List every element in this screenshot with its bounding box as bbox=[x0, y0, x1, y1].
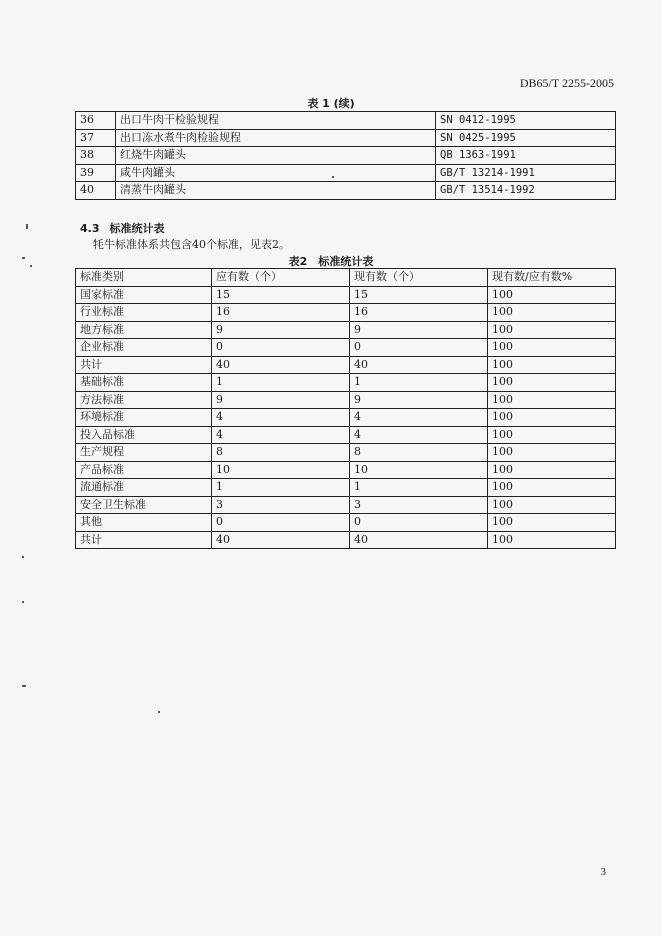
table2-row bbox=[76, 444, 616, 462]
table1-cell-standard-number: 40 bbox=[76, 182, 116, 200]
table2-cell-required-count: 4 bbox=[212, 426, 350, 444]
table2-cell-required-count: 0 bbox=[212, 514, 350, 532]
table1 bbox=[75, 111, 616, 200]
table2-cell-required-count: 10 bbox=[212, 461, 350, 479]
table2-row bbox=[76, 374, 616, 392]
table2-cell-ratio: 100 bbox=[488, 531, 616, 549]
table2-header-cell: 现有数/应有数% bbox=[488, 269, 616, 287]
section-heading bbox=[80, 220, 165, 236]
table1-cell-standard-code: SN 0425-1995 bbox=[436, 129, 616, 147]
table1-row bbox=[76, 112, 616, 130]
table2-row bbox=[76, 496, 616, 514]
table1-cell-standard-number: 38 bbox=[76, 147, 116, 165]
scan-mark bbox=[332, 176, 334, 178]
table2-row bbox=[76, 356, 616, 374]
table2-cell-required-count: 9 bbox=[212, 321, 350, 339]
table2-cell-existing-count: 9 bbox=[350, 391, 488, 409]
table2-cell-existing-count: 8 bbox=[350, 444, 488, 462]
table2-cell-category: 生产规程 bbox=[76, 444, 212, 462]
scan-mark bbox=[30, 265, 32, 267]
section-title: 标准统计表 bbox=[109, 222, 165, 235]
table2-cell-ratio: 100 bbox=[488, 286, 616, 304]
table2-cell-category: 基础标准 bbox=[76, 374, 212, 392]
table2-cell-existing-count: 1 bbox=[350, 479, 488, 497]
table2-cell-existing-count: 15 bbox=[350, 286, 488, 304]
table2-row bbox=[76, 461, 616, 479]
table2-header-cell: 标准类别 bbox=[76, 269, 212, 287]
table1-cell-standard-code: SN 0412-1995 bbox=[436, 112, 616, 130]
table2-cell-ratio: 100 bbox=[488, 479, 616, 497]
table1-cell-standard-code: GB/T 13514-1992 bbox=[436, 182, 616, 200]
table1-cell-standard-title: 出口冻水煮牛肉检验规程 bbox=[116, 129, 436, 147]
section-body-text: 牦牛标准体系共包含40个标准，见表2。 bbox=[93, 238, 290, 251]
table1-cell-standard-title: 清蒸牛肉罐头 bbox=[116, 182, 436, 200]
table2-cell-ratio: 100 bbox=[488, 496, 616, 514]
table2-cell-required-count: 16 bbox=[212, 304, 350, 322]
table2-cell-category: 其他 bbox=[76, 514, 212, 532]
table2-cell-category: 方法标准 bbox=[76, 391, 212, 409]
table2-cell-ratio: 100 bbox=[488, 339, 616, 357]
table1-cell-standard-number: 36 bbox=[76, 112, 116, 130]
table2-cell-ratio: 100 bbox=[488, 374, 616, 392]
table2-cell-category: 环境标准 bbox=[76, 409, 212, 427]
table1-row bbox=[76, 182, 616, 200]
table2-header-cell: 现有数（个） bbox=[350, 269, 488, 287]
table2-cell-category: 企业标准 bbox=[76, 339, 212, 357]
document-id: DB65/T 2255-2005 bbox=[519, 76, 614, 90]
table2-row bbox=[76, 304, 616, 322]
table2-cell-ratio: 100 bbox=[488, 409, 616, 427]
table2-cell-existing-count: 4 bbox=[350, 409, 488, 427]
table2-row bbox=[76, 321, 616, 339]
table2-cell-existing-count: 0 bbox=[350, 339, 488, 357]
scan-mark bbox=[22, 556, 24, 558]
table2-header-row bbox=[76, 269, 616, 287]
table2-row bbox=[76, 286, 616, 304]
table2-row bbox=[76, 531, 616, 549]
table2-cell-ratio: 100 bbox=[488, 356, 616, 374]
table1-row bbox=[76, 164, 616, 182]
table2-cell-required-count: 3 bbox=[212, 496, 350, 514]
table2-row bbox=[76, 339, 616, 357]
table1-cell-standard-title: 咸牛肉罐头 bbox=[116, 164, 436, 182]
table1-row bbox=[76, 147, 616, 165]
page-number: 3 bbox=[600, 866, 606, 878]
section-number: 4.3 bbox=[80, 222, 100, 235]
table2-cell-ratio: 100 bbox=[488, 321, 616, 339]
table2-cell-required-count: 15 bbox=[212, 286, 350, 304]
scan-mark bbox=[22, 257, 25, 259]
table2-cell-category: 投入品标准 bbox=[76, 426, 212, 444]
table2-cell-ratio: 100 bbox=[488, 304, 616, 322]
table2-cell-required-count: 1 bbox=[212, 479, 350, 497]
table2-cell-required-count: 0 bbox=[212, 339, 350, 357]
table2-cell-existing-count: 4 bbox=[350, 426, 488, 444]
table2-cell-existing-count: 0 bbox=[350, 514, 488, 532]
table1-caption: 表 1 (续) bbox=[307, 97, 355, 110]
table2-cell-ratio: 100 bbox=[488, 426, 616, 444]
table2-cell-existing-count: 9 bbox=[350, 321, 488, 339]
table2-cell-category: 流通标准 bbox=[76, 479, 212, 497]
table1-cell-standard-code: GB/T 13214-1991 bbox=[436, 164, 616, 182]
scan-mark bbox=[158, 711, 160, 713]
table2-cell-existing-count: 3 bbox=[350, 496, 488, 514]
table2-cell-category: 国家标准 bbox=[76, 286, 212, 304]
table2-cell-category: 安全卫生标准 bbox=[76, 496, 212, 514]
table2-cell-required-count: 8 bbox=[212, 444, 350, 462]
table2-caption: 表2 标准统计表 bbox=[288, 255, 374, 268]
table2-cell-existing-count: 10 bbox=[350, 461, 488, 479]
table2-header-cell: 应有数（个） bbox=[212, 269, 350, 287]
table1-cell-standard-number: 39 bbox=[76, 164, 116, 182]
table2-cell-category: 行业标准 bbox=[76, 304, 212, 322]
table2-row bbox=[76, 514, 616, 532]
table2-cell-existing-count: 16 bbox=[350, 304, 488, 322]
table2-row bbox=[76, 426, 616, 444]
table2-row bbox=[76, 391, 616, 409]
table2-row bbox=[76, 409, 616, 427]
table2-cell-ratio: 100 bbox=[488, 444, 616, 462]
table1-cell-standard-number: 37 bbox=[76, 129, 116, 147]
scan-mark bbox=[22, 601, 24, 603]
table2-cell-required-count: 40 bbox=[212, 356, 350, 374]
table2-cell-category: 地方标准 bbox=[76, 321, 212, 339]
table2-cell-required-count: 9 bbox=[212, 391, 350, 409]
table2 bbox=[75, 268, 616, 549]
table2-cell-category: 共计 bbox=[76, 356, 212, 374]
table2-cell-category: 共计 bbox=[76, 531, 212, 549]
table1-cell-standard-code: QB 1363-1991 bbox=[436, 147, 616, 165]
table2-row bbox=[76, 479, 616, 497]
table1-cell-standard-title: 出口牛肉干检验规程 bbox=[116, 112, 436, 130]
table2-cell-ratio: 100 bbox=[488, 514, 616, 532]
scan-mark bbox=[26, 224, 28, 229]
table2-cell-category: 产品标准 bbox=[76, 461, 212, 479]
table2-cell-existing-count: 40 bbox=[350, 531, 488, 549]
table1-row bbox=[76, 129, 616, 147]
table2-cell-ratio: 100 bbox=[488, 391, 616, 409]
table2-cell-required-count: 4 bbox=[212, 409, 350, 427]
table2-cell-ratio: 100 bbox=[488, 461, 616, 479]
table1-cell-standard-title: 红烧牛肉罐头 bbox=[116, 147, 436, 165]
table2-cell-existing-count: 40 bbox=[350, 356, 488, 374]
scan-mark bbox=[22, 685, 26, 687]
table2-cell-required-count: 1 bbox=[212, 374, 350, 392]
table2-cell-existing-count: 1 bbox=[350, 374, 488, 392]
table2-cell-required-count: 40 bbox=[212, 531, 350, 549]
